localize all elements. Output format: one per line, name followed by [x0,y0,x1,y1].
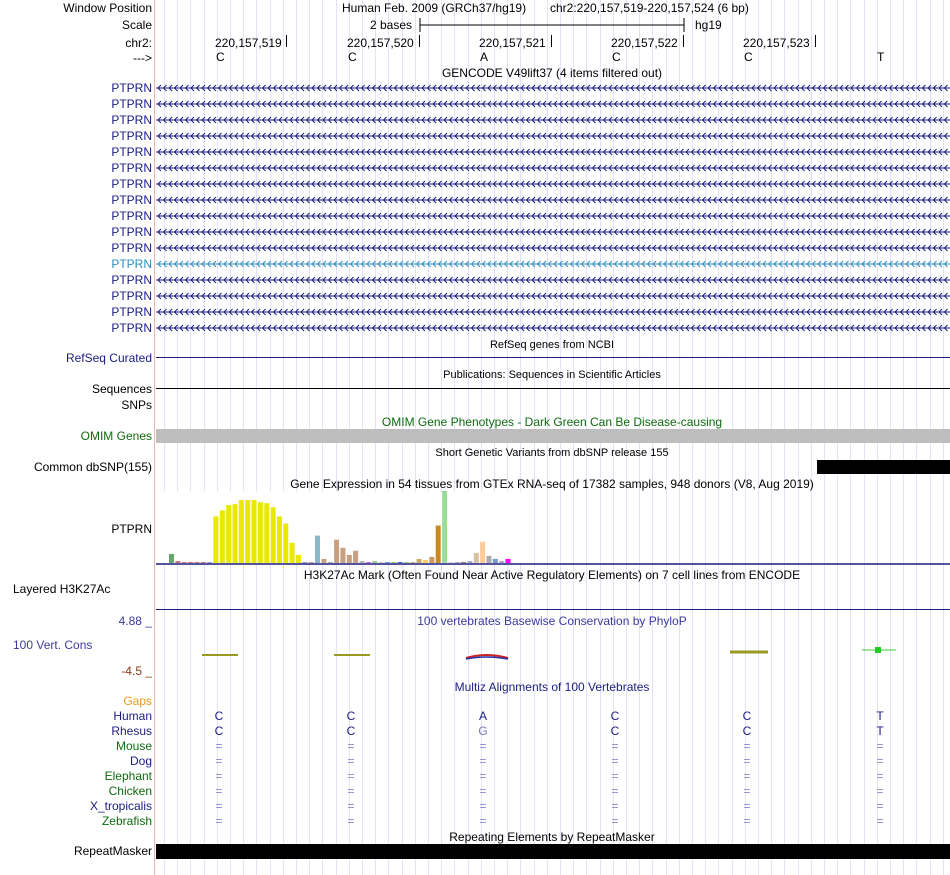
multiz-base: = [611,739,619,753]
gencode-gene-intron[interactable] [156,274,950,286]
multiz-base: = [215,814,223,828]
ruler-base: C [216,50,225,64]
gencode-gene-label[interactable]: PTPRN [111,241,152,255]
multiz-base: = [876,769,884,783]
multiz-base: = [611,799,619,813]
gtex-tissue-bar[interactable] [188,562,193,563]
multiz-base: = [743,814,751,828]
multiz-species-label[interactable]: Chicken [108,784,152,798]
gtex-tissue-bar[interactable] [391,562,396,563]
multiz-base: = [479,754,487,768]
multiz-species-label[interactable]: Rhesus [111,724,152,738]
gencode-gene-intron[interactable] [156,130,950,142]
multiz-base: = [743,769,751,783]
ruler-tick-label: 220,157,523 [743,36,810,50]
gtex-tissue-bar[interactable] [499,561,504,563]
gencode-gene-label[interactable]: PTPRN [111,273,152,287]
omim-bar[interactable] [156,429,950,443]
phylop-glyphs[interactable] [156,640,950,668]
gtex-tissue-bar[interactable] [283,524,288,564]
scale-value: 2 bases [370,18,413,32]
gtex-tissue-bar[interactable] [366,562,371,563]
gtex-tissue-bar[interactable] [379,562,384,563]
gencode-gene-intron[interactable] [156,290,950,302]
gencode-gene-intron[interactable] [156,306,950,318]
gtex-tissue-bar[interactable] [429,557,434,563]
gtex-tissue-bar[interactable] [220,510,225,563]
scale-db: hg19 [695,18,722,32]
publications-label[interactable]: Sequences [91,382,152,396]
chrom-label: chr2: [125,36,152,50]
gencode-gene-intron[interactable] [156,194,950,206]
gencode-title: GENCODE V49lift37 (4 items filtered out) [441,66,663,80]
phylop-max: 4.88 _ [118,614,152,628]
multiz-base: C [214,709,224,723]
multiz-base: = [347,739,355,753]
multiz-base: = [743,739,751,753]
multiz-base: = [215,769,223,783]
snps-label[interactable]: SNPs [121,398,152,412]
multiz-base: C [610,724,620,738]
gtex-tissue-bar[interactable] [182,562,187,563]
gtex-tissue-bar[interactable] [385,562,390,563]
gtex-tissue-bar[interactable] [506,559,511,563]
gencode-gene-intron[interactable] [156,82,950,94]
multiz-base: C [346,724,356,738]
gtex-tissue-bar[interactable] [467,561,472,563]
gtex-tissue-bar[interactable] [360,561,365,563]
refseq-line[interactable] [156,357,950,358]
gencode-gene-intron[interactable] [156,98,950,110]
multiz-species-label[interactable]: Mouse [115,739,152,753]
repeatmasker-bar[interactable] [156,844,950,859]
gtex-tissue-bar[interactable] [436,526,441,564]
gtex-tissue-bar[interactable] [239,500,244,563]
multiz-base: = [876,799,884,813]
gencode-gene-label[interactable]: PTPRN [111,113,152,127]
gencode-gene-label[interactable]: PTPRN [111,209,152,223]
gencode-gene-label[interactable]: PTPRN [111,81,152,95]
ruler-base: C [744,50,753,64]
ruler-tick-label: 220,157,522 [611,36,678,50]
gtex-label[interactable]: PTPRN [111,522,152,536]
h3k27ac-baseline [156,609,950,610]
gtex-tissue-bar[interactable] [309,562,314,563]
gencode-gene-label[interactable]: PTPRN [111,257,152,271]
gtex-tissue-bar[interactable] [258,502,263,563]
gtex-tissue-bar[interactable] [271,507,276,563]
gencode-gene-label[interactable]: PTPRN [111,129,152,143]
h3k27ac-title: H3K27Ac Mark (Often Found Near Active Regulatory Elements) on 7 cell lines from ENCODE [303,568,801,582]
multiz-base: = [611,814,619,828]
ruler-base: A [480,50,489,64]
gtex-tissue-bar[interactable] [213,516,218,563]
multiz-base: = [611,769,619,783]
multiz-base: = [215,739,223,753]
ruler-tick-mark [286,35,287,47]
gencode-gene-intron[interactable] [156,210,950,222]
multiz-base: = [743,754,751,768]
gencode-gene-label[interactable]: PTPRN [111,321,152,335]
multiz-base: = [876,754,884,768]
gencode-gene-label[interactable]: PTPRN [111,289,152,303]
multiz-species-label[interactable]: Dog [129,754,152,768]
multiz-base: T [876,709,884,723]
gtex-tissue-bar[interactable] [461,562,466,563]
gtex-tissue-bar[interactable] [493,559,498,563]
gtex-tissue-bar[interactable] [417,559,422,563]
ruler-tick-mark [419,35,420,47]
ruler-tick-mark [683,35,684,47]
gtex-tissue-bar[interactable] [340,548,345,563]
multiz-base: C [610,709,620,723]
ruler-base: C [612,50,621,64]
gtex-tissue-bar[interactable] [315,536,320,563]
ruler-tick-mark [815,35,816,47]
gencode-gene-intron[interactable] [156,114,950,126]
gencode-gene-label[interactable]: PTPRN [111,161,152,175]
phylop-min: -4.5 _ [121,664,152,678]
dbsnp-label[interactable]: Common dbSNP(155) [33,460,152,474]
multiz-base: = [347,814,355,828]
multiz-base: = [876,784,884,798]
scale-bar [418,16,688,34]
multiz-base: = [347,784,355,798]
gencode-gene-label[interactable]: PTPRN [111,145,152,159]
gtex-chart[interactable] [156,490,950,566]
multiz-species-label[interactable]: Human [113,709,152,723]
multiz-base: = [876,814,884,828]
gtex-tissue-bar[interactable] [290,543,295,563]
multiz-base: = [479,784,487,798]
multiz-base: = [347,799,355,813]
omim-title: OMIM Gene Phenotypes - Dark Green Can Be Disease-causing [381,415,723,429]
multiz-base: = [876,739,884,753]
multiz-base: T [876,724,884,738]
gtex-tissue-bar[interactable] [455,562,460,563]
gencode-gene-label[interactable]: PTPRN [111,305,152,319]
multiz-base: C [346,709,356,723]
gencode-gene-intron[interactable] [156,258,950,270]
refseq-title: RefSeq genes from NCBI [489,339,615,351]
gtex-tissue-bar[interactable] [442,491,447,563]
gtex-tissue-bar[interactable] [448,562,453,563]
gaps-label[interactable]: Gaps [123,694,152,708]
strand-label: ---> [133,51,152,65]
ruler-base: T [877,50,885,64]
gtex-tissue-bar[interactable] [226,505,231,563]
gencode-gene-intron[interactable] [156,242,950,254]
multiz-base: = [743,784,751,798]
gtex-tissue-bar[interactable] [302,562,307,563]
gtex-tissue-bar[interactable] [169,554,174,563]
multiz-title: Multiz Alignments of 100 Vertebrates [454,680,650,694]
ruler-tick-label: 220,157,520 [347,36,414,50]
multiz-base: = [347,754,355,768]
multiz-base: = [611,754,619,768]
publications-title: Publications: Sequences in Scientific Articles [443,369,661,381]
repeatmasker-label[interactable]: RepeatMasker [73,844,152,858]
gtex-tissue-bar[interactable] [480,542,485,563]
gencode-gene-intron[interactable] [156,146,950,158]
ruler-base: C [348,50,357,64]
multiz-base: = [743,799,751,813]
gtex-tissue-bar[interactable] [194,562,199,563]
gencode-gene-label[interactable]: PTPRN [111,193,152,207]
image-left-border [154,0,155,875]
gencode-gene-intron[interactable] [156,226,950,238]
gtex-tissue-bar[interactable] [201,562,206,563]
gtex-tissue-bar[interactable] [207,562,212,563]
gtex-tissue-bar[interactable] [233,504,238,563]
gtex-tissue-bar[interactable] [175,561,180,563]
multiz-base: C [742,724,752,738]
ruler-tick-label: 220,157,519 [215,36,282,50]
gencode-gene-intron[interactable] [156,162,950,174]
omim-label[interactable]: OMIM Genes [80,429,152,443]
gtex-tissue-bar[interactable] [474,553,479,563]
gtex-tissue-bar[interactable] [328,562,333,563]
gtex-tissue-bar[interactable] [353,551,358,563]
gtex-tissue-bar[interactable] [398,562,403,563]
gtex-tissue-bar[interactable] [334,540,339,563]
gtex-tissue-bar[interactable] [321,559,326,563]
gtex-tissue-bar[interactable] [404,562,409,563]
dbsnp-variant-bar[interactable] [817,460,950,474]
window-position-label: Window Position [63,1,152,15]
gtex-tissue-bar[interactable] [296,555,301,563]
assembly-title: Human Feb. 2009 (GRCh37/hg19) [342,1,527,15]
gtex-tissue-bar[interactable] [245,500,250,563]
multiz-base: = [479,739,487,753]
ruler-tick-label: 220,157,521 [479,36,546,50]
multiz-base: = [215,754,223,768]
position-title: chr2:220,157,519-220,157,524 (6 bp) [550,1,749,15]
publications-line[interactable] [156,388,950,389]
gencode-gene-label[interactable]: PTPRN [111,97,152,111]
multiz-base: G [478,724,488,738]
multiz-base: = [479,814,487,828]
ruler-tick-mark [551,35,552,47]
multiz-base: = [215,784,223,798]
gtex-tissue-bar[interactable] [252,500,257,563]
multiz-species-label[interactable]: Zebrafish [101,814,152,828]
multiz-species-label[interactable]: Elephant [104,769,152,783]
phylop-label[interactable]: 100 Vert. Cons [13,638,93,652]
multiz-base: = [347,769,355,783]
phylop-title: 100 vertebrates Basewise Conservation by PhyloP [417,614,687,628]
multiz-base: C [214,724,224,738]
multiz-base: A [478,709,487,723]
gtex-tissue-bar[interactable] [410,562,415,563]
multiz-base: C [742,709,752,723]
h3k27ac-label[interactable]: Layered H3K27Ac [13,582,111,596]
multiz-base: = [479,799,487,813]
multiz-species-label[interactable]: X_tropicalis [89,799,152,813]
gencode-gene-label[interactable]: PTPRN [111,225,152,239]
gencode-gene-intron[interactable] [156,322,950,334]
dbsnp-title: Short Genetic Variants from dbSNP release 155 [435,447,669,459]
gtex-tissue-bar[interactable] [277,516,282,563]
gtex-title: Gene Expression in 54 tissues from GTEx RNA-seq of 17382 samples, 948 donors (V8, Aug 2019) [290,477,814,491]
gtex-tissue-bar[interactable] [487,556,492,563]
gencode-gene-label[interactable]: PTPRN [111,177,152,191]
multiz-base: = [215,799,223,813]
gencode-gene-intron[interactable] [156,178,950,190]
gtex-tissue-bar[interactable] [347,555,352,563]
gtex-tissue-bar[interactable] [372,561,377,563]
gtex-tissue-bar[interactable] [423,560,428,563]
refseq-label[interactable]: RefSeq Curated [65,351,152,365]
repeatmasker-title: Repeating Elements by RepeatMasker [449,830,655,844]
multiz-base: = [479,769,487,783]
multiz-base: = [611,784,619,798]
scale-label: Scale [121,18,152,32]
gtex-tissue-bar[interactable] [264,503,269,563]
